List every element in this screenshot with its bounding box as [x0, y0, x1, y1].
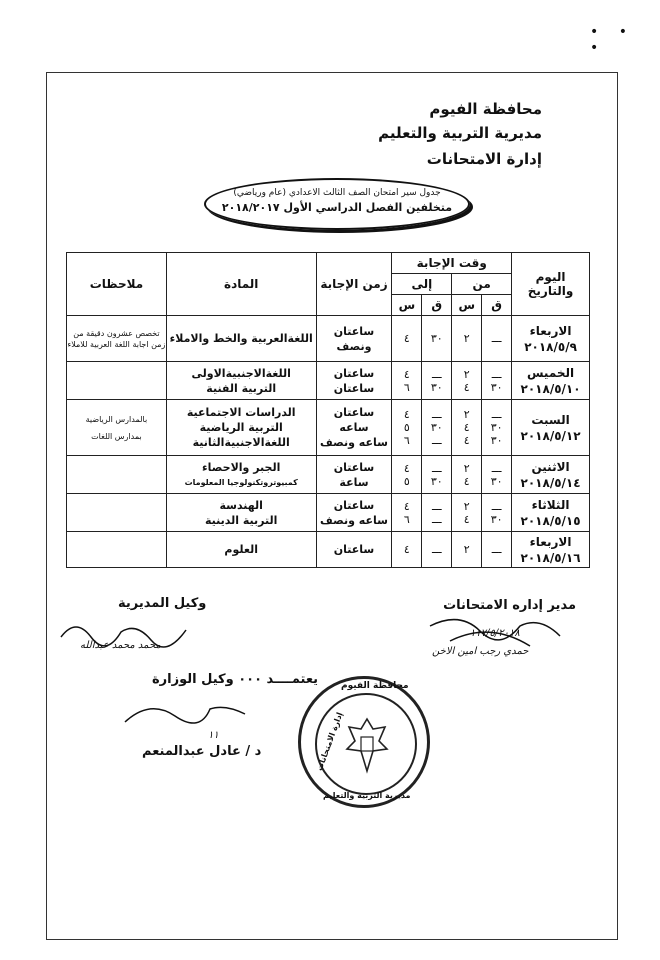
from-minutes: ـــ	[491, 543, 502, 556]
day-name: الاربعاء	[529, 323, 572, 338]
schedule-row	[67, 316, 590, 362]
subject: التربية الفنية	[206, 381, 277, 395]
from-hours: ٤	[463, 380, 470, 394]
duration: ساعه ونصف	[320, 436, 388, 449]
to-minutes-cell	[422, 456, 452, 494]
corner-dots: • • •	[590, 24, 635, 56]
from-minutes-cell	[482, 316, 512, 362]
notes-cell	[67, 362, 167, 400]
from-hours: ٢	[463, 461, 470, 475]
notes-cell	[67, 400, 167, 456]
duration-cell	[316, 362, 392, 400]
duration-cell	[316, 494, 392, 532]
header-to-minutes: ق	[422, 295, 452, 316]
schedule-row	[67, 532, 590, 568]
to-hours: ٥	[403, 474, 410, 488]
schedule-row	[67, 362, 590, 400]
subject: اللغةالعربية والخط والاملاء	[169, 332, 313, 345]
day-date-cell	[512, 494, 590, 532]
ministry-approval-mark: ١١	[208, 730, 219, 741]
from-minutes-cell	[482, 400, 512, 456]
stamp-side-text: إدارة الامتحانات	[314, 711, 345, 772]
from-hours: ٤	[463, 512, 470, 526]
day-name: الاثنين	[531, 459, 570, 474]
subject-cell	[166, 494, 316, 532]
from-minutes: ـــ	[491, 332, 502, 345]
ministry-approval-signature	[120, 694, 260, 730]
subject-cell	[166, 400, 316, 456]
from-hours: ٤	[463, 474, 470, 488]
subject: اللغةالاجنبيةالاولى	[191, 366, 291, 380]
duration: ساعتان	[333, 381, 375, 395]
day-name: الثلاثاء	[531, 497, 570, 512]
duration-cell	[316, 316, 392, 362]
from-hours: ٢	[463, 408, 470, 421]
to-hours: ٤	[403, 408, 410, 421]
schedule-row	[67, 400, 590, 456]
duration-cell	[316, 456, 392, 494]
to-minutes: ٣٠	[430, 474, 443, 488]
governorate-heading: محافظة الفيوم	[429, 100, 542, 118]
from-minutes: ـــ	[491, 461, 502, 475]
from-hours: ٢	[463, 499, 470, 513]
duration: ساعه ونصف	[320, 513, 388, 527]
to-hours: ٤	[403, 543, 410, 556]
from-minutes: ٣٠	[490, 434, 503, 447]
subject: التربية الرياضية	[199, 421, 283, 434]
department-heading: إدارة الامتحانات	[426, 150, 542, 168]
exam-date: ٢٠١٨/٥/١٥	[520, 513, 581, 528]
subject: اللغةالاجنبيةالثانية	[192, 436, 290, 449]
duration: ساعتان	[333, 366, 375, 380]
to-minutes: ٣٠	[430, 421, 443, 434]
from-hours-cell	[452, 400, 482, 456]
header-subject: المادة	[166, 253, 316, 316]
eagle-emblem-icon	[341, 715, 393, 775]
ministry-approval-label: يعتمــــد ٠٠٠ وكيل الوزارة	[152, 672, 319, 687]
duration: ساعتان	[333, 460, 375, 474]
notes-cell	[67, 532, 167, 568]
exams-manager-name: حمدي رجب امين الاخن	[432, 646, 529, 657]
to-minutes: ٣٠	[430, 380, 443, 394]
exams-manager-date-mark: ١١٧/٥/٢٠١٨	[470, 628, 520, 639]
to-hours: ٤	[403, 499, 410, 513]
to-minutes: ـــ	[431, 512, 442, 526]
from-hours-cell	[452, 316, 482, 362]
day-date-cell	[512, 456, 590, 494]
exam-date: ٢٠١٨/٥/١٠	[520, 381, 581, 396]
to-hours-cell	[392, 532, 422, 568]
schedule-body	[67, 316, 590, 568]
header-day-date: اليوم والتاريخ	[512, 253, 590, 316]
subject-cell	[166, 316, 316, 362]
notes-cell	[67, 494, 167, 532]
duration: ساعتان	[333, 543, 375, 556]
to-minutes: ـــ	[431, 434, 442, 447]
day-name: السبت	[531, 412, 570, 427]
subject: التربية الدينية	[205, 513, 278, 527]
to-minutes-cell	[422, 316, 452, 362]
to-hours: ٦	[403, 434, 410, 447]
to-hours-cell	[392, 316, 422, 362]
duration: ساعة	[339, 475, 369, 489]
from-hours: ٤	[463, 434, 470, 447]
to-hours: ٤	[403, 461, 410, 475]
directorate-heading: مديرية التربية والتعليم	[378, 124, 542, 142]
duration-cell	[316, 532, 392, 568]
from-minutes-cell	[482, 494, 512, 532]
duration: ساعتان	[333, 498, 375, 512]
to-hours: ٤	[403, 332, 410, 345]
from-minutes-cell	[482, 456, 512, 494]
to-hours-cell	[392, 362, 422, 400]
subject: الدراسات الاجتماعية	[186, 406, 296, 419]
to-minutes-cell	[422, 400, 452, 456]
to-minutes: ـــ	[431, 408, 442, 421]
from-hours: ٢	[463, 332, 470, 345]
from-minutes: ـــ	[491, 408, 502, 421]
subject: كمبيوتروتكنولوجيا المعلومات	[184, 477, 298, 487]
header-from-hours: س	[452, 295, 482, 316]
duration-cell	[316, 400, 392, 456]
from-hours: ٢	[463, 367, 470, 381]
stamp-top-text: محافظة الفيوم	[341, 681, 409, 691]
subject-cell	[166, 362, 316, 400]
from-hours-cell	[452, 362, 482, 400]
exam-date: ٢٠١٨/٥/١٦	[520, 550, 581, 565]
notes-cell	[67, 456, 167, 494]
from-minutes: ـــ	[491, 367, 502, 381]
from-minutes-cell	[482, 362, 512, 400]
stamp-bottom-text: مديرية التربية والتعليم	[323, 791, 411, 800]
to-minutes: ـــ	[431, 543, 442, 556]
to-hours: ٤	[403, 367, 410, 381]
to-hours: ٦	[403, 512, 410, 526]
note-text: تخصص عشرون دقيقة من زمن اجابة اللغة العربية للاملاء	[67, 328, 166, 349]
subject-cell	[166, 532, 316, 568]
from-minutes: ٣٠	[490, 380, 503, 394]
schedule-title-line1: جدول سير امتحان الصف الثالث الاعدادي (عام ورياضي)	[233, 188, 441, 198]
to-hours-cell	[392, 456, 422, 494]
exam-date: ٢٠١٨/٥/٩	[524, 339, 577, 354]
to-hours: ٥	[403, 421, 410, 434]
to-minutes: ٣٠	[430, 332, 443, 345]
day-date-cell	[512, 400, 590, 456]
to-hours-cell	[392, 400, 422, 456]
from-hours: ٢	[463, 543, 470, 556]
to-minutes-cell	[422, 494, 452, 532]
note-text: بالمدارس الرياضية	[85, 414, 148, 424]
day-name: الاربعاء	[529, 534, 572, 549]
to-minutes: ـــ	[431, 367, 442, 381]
to-minutes-cell	[422, 362, 452, 400]
schedule-title-oval	[204, 178, 470, 230]
subject: الجبر والاحصاء	[202, 460, 281, 474]
day-name: الخميس	[526, 365, 575, 380]
day-date-cell	[512, 532, 590, 568]
header-answer-time: وقت الإجابة	[392, 253, 512, 274]
schedule-title-line2: متخلفين الفصل الدراسي الأول ٢٠١٨/٢٠١٧	[221, 201, 453, 214]
official-stamp	[298, 676, 430, 808]
from-hours-cell	[452, 532, 482, 568]
header-duration: زمن الإجابة	[316, 253, 392, 316]
subject: الهندسة	[219, 498, 263, 512]
day-date-cell	[512, 316, 590, 362]
to-minutes: ـــ	[431, 461, 442, 475]
exam-date: ٢٠١٨/٥/١٢	[520, 428, 581, 443]
note-text: بمدارس اللغات	[91, 431, 142, 441]
from-minutes: ٣٠	[490, 474, 503, 488]
deputy-director-name: محمد محمد عبدالله	[80, 640, 161, 651]
from-hours-cell	[452, 456, 482, 494]
to-hours: ٦	[403, 380, 410, 394]
duration: ساعتان ونصف	[333, 324, 375, 353]
day-date-cell	[512, 362, 590, 400]
to-hours-cell	[392, 494, 422, 532]
duration: ساعه	[339, 421, 369, 434]
subject-cell	[166, 456, 316, 494]
from-hours-cell	[452, 494, 482, 532]
header-notes: ملاحظات	[67, 253, 167, 316]
schedule-row	[67, 456, 590, 494]
from-minutes: ٣٠	[490, 512, 503, 526]
from-minutes-cell	[482, 532, 512, 568]
exam-date: ٢٠١٨/٥/١٤	[520, 475, 581, 490]
notes-cell	[67, 316, 167, 362]
exam-schedule-table	[66, 252, 590, 568]
to-minutes: ـــ	[431, 499, 442, 513]
schedule-row	[67, 494, 590, 532]
from-minutes: ٣٠	[490, 421, 503, 434]
header-from: من	[452, 274, 512, 295]
header-from-minutes: ق	[482, 295, 512, 316]
subject: العلوم	[224, 543, 258, 556]
from-hours: ٤	[463, 421, 470, 434]
from-minutes: ـــ	[491, 499, 502, 513]
to-minutes-cell	[422, 532, 452, 568]
duration: ساعتان	[333, 406, 375, 419]
exams-manager-title: مدير إداره الامتحانات	[443, 598, 576, 613]
header-to: إلى	[392, 274, 452, 295]
header-to-hours: س	[392, 295, 422, 316]
approver-name: د / عادل عبدالمنعم	[142, 744, 262, 759]
deputy-director-title: وكيل المديرية	[118, 596, 207, 611]
